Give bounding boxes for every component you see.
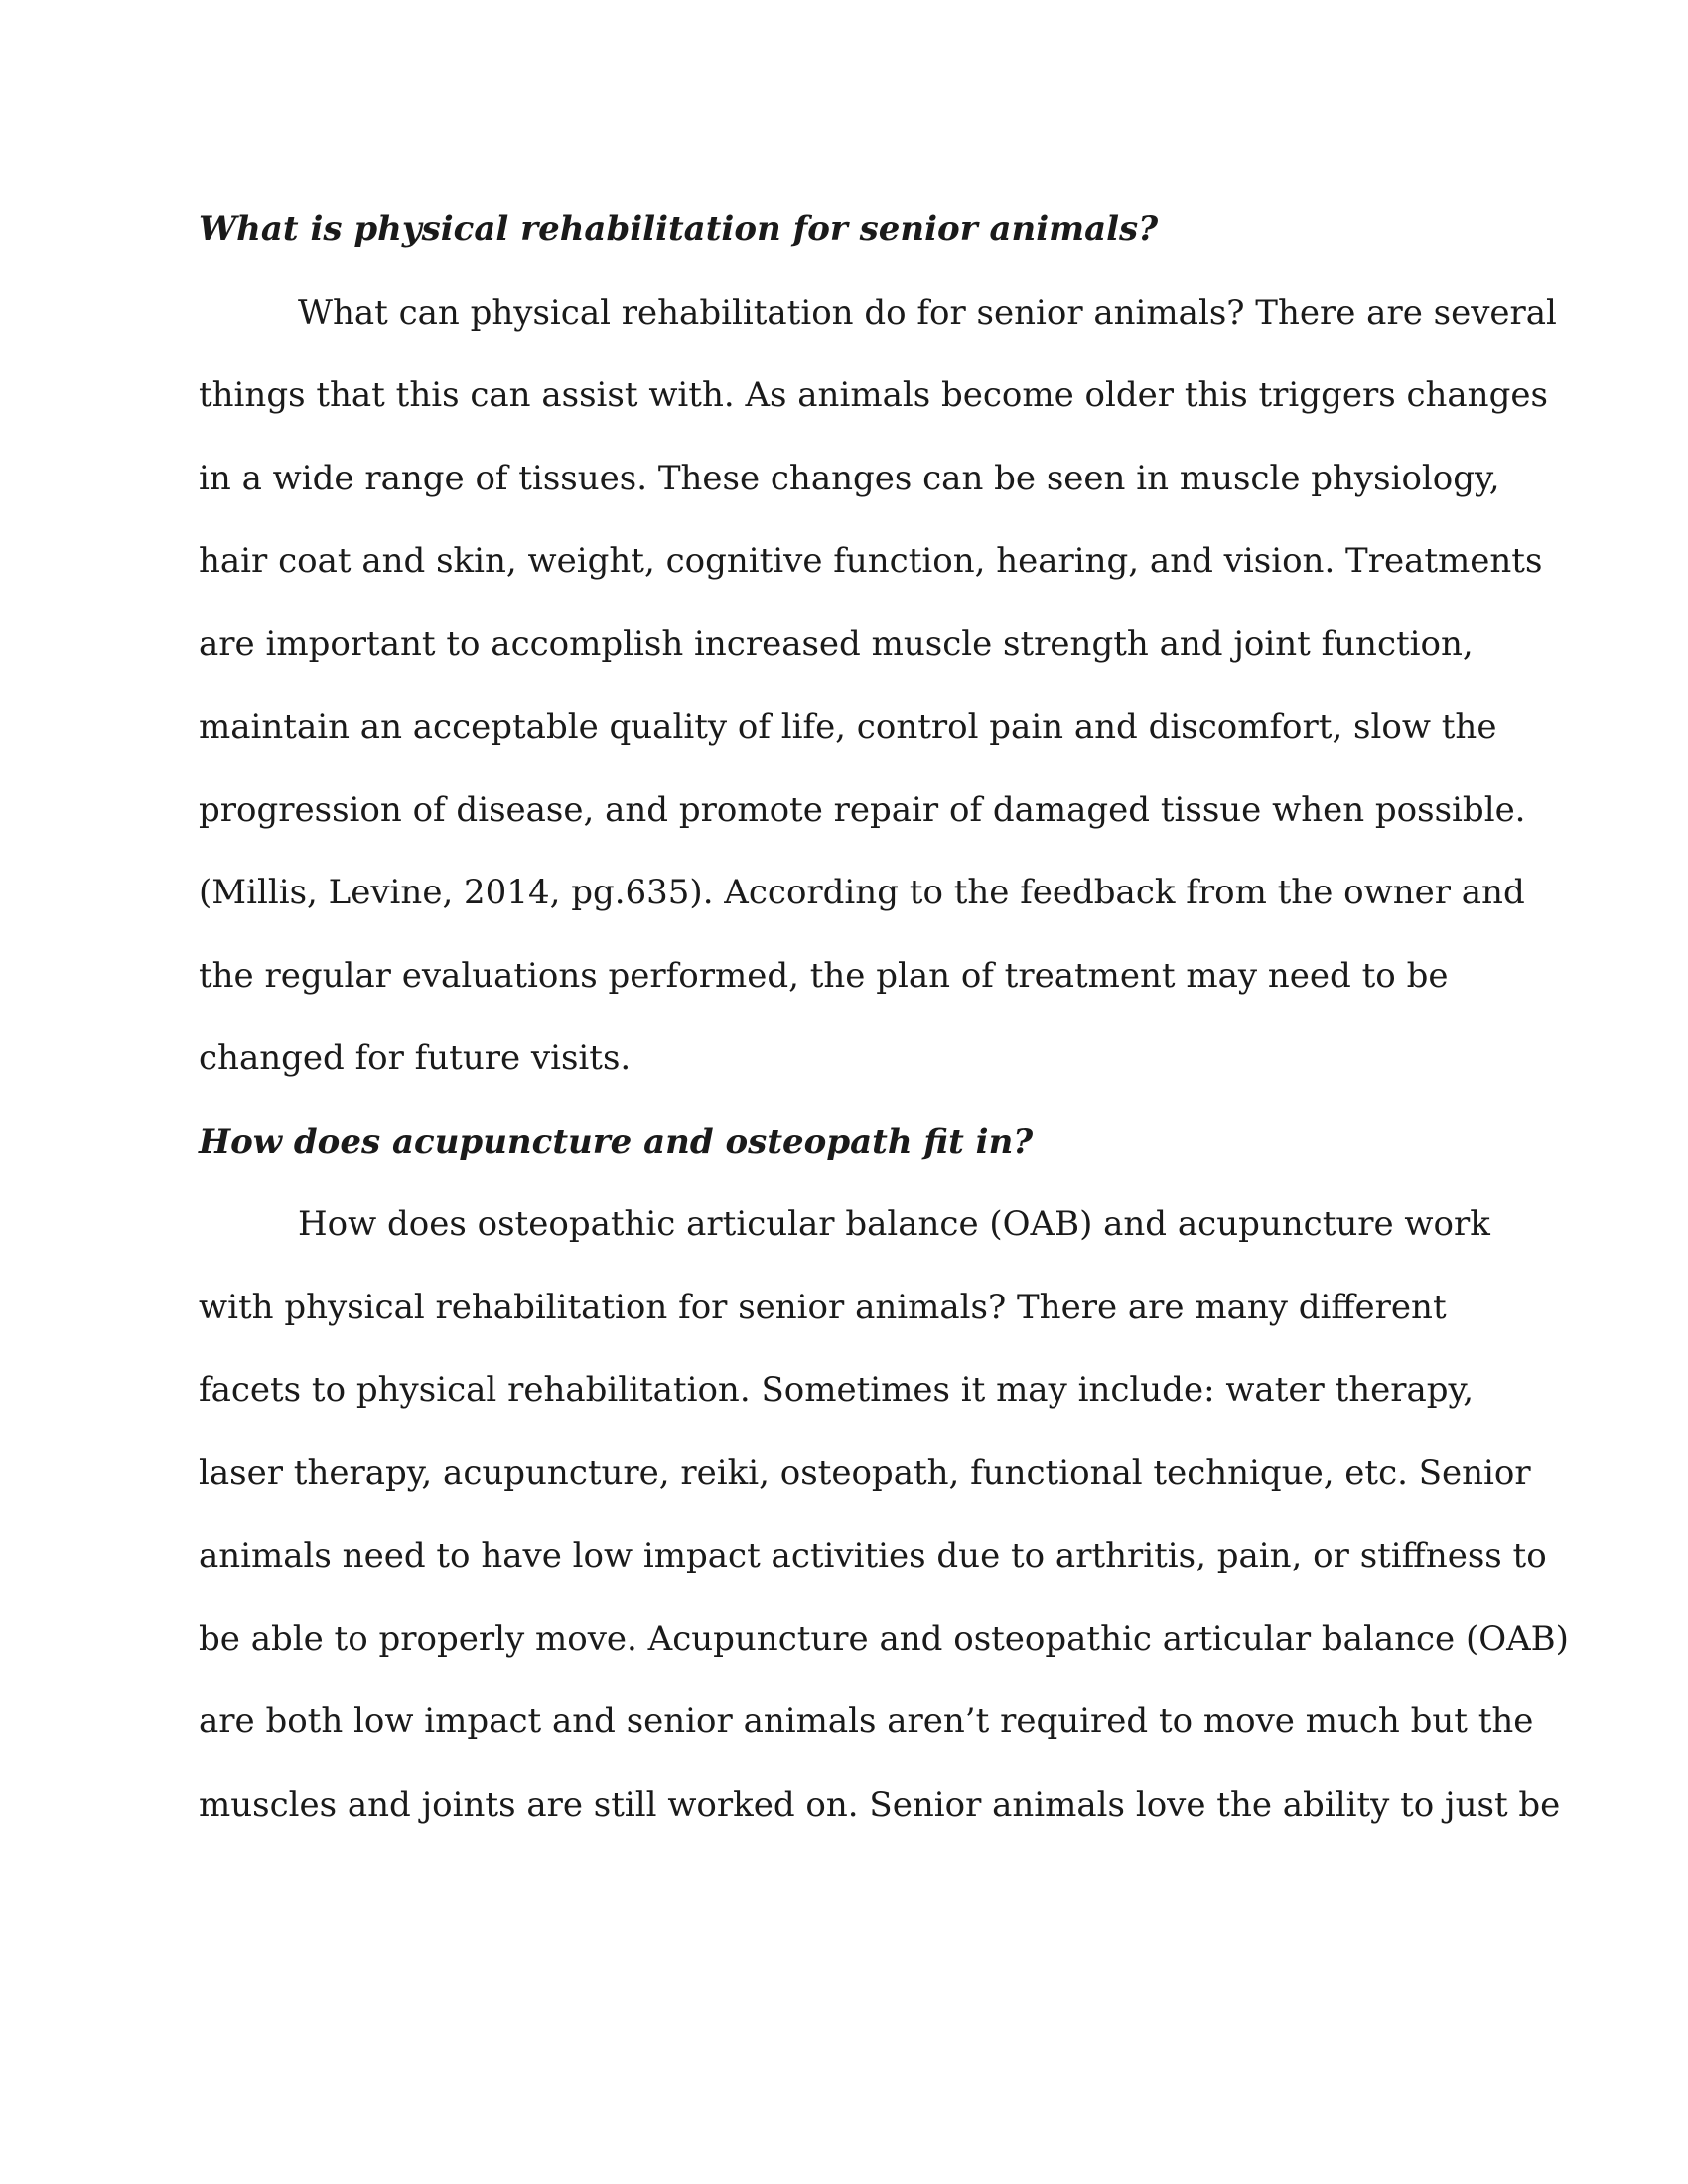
document-body [199,189,1569,1846]
paragraph-line: facets to physical rehabilitation. Sometimes it may include: water therapy, [199,1370,1475,1410]
paragraph-line: How does osteopathic articular balance (OAB) and acupuncture work [298,1204,1490,1244]
paragraph-line: in a wide range of tissues. These changes can be seen in muscle physiology, [199,458,1500,498]
paragraph-line: things that this can assist with. As animals become older this triggers changes [199,375,1548,415]
paragraph-line: muscles and joints are still worked on. Senior animals love the ability to just be [199,1784,1561,1825]
paragraph-line: progression of disease, and promote repair of damaged tissue when possible. [199,789,1526,830]
paragraph [199,272,1557,1101]
paragraph-line: animals need to have low impact activities due to arthritis, pain, or stiffness to [199,1536,1547,1575]
paragraph-line: be able to properly move. Acupuncture and osteopathic articular balance (OAB) [199,1618,1569,1659]
paragraph-line: What can physical rehabilitation do for senior animals? There are several [298,292,1557,333]
paragraph-line: the regular evaluations performed, the plan of treatment may need to be [199,955,1449,996]
paragraph-line: are both low impact and senior animals aren’t required to move much but the [199,1702,1534,1741]
paragraph-line: are important to accomplish increased muscle strength and joint function, [199,623,1474,664]
paragraph-line: (Millis, Levine, 2014, pg.635). According to the feedback from the owner and [199,873,1525,912]
paragraph-line: changed for future visits. [199,1038,632,1078]
paragraph-line: laser therapy, acupuncture, reiki, osteopath, functional technique, etc. Senior [199,1452,1531,1493]
section-heading: What is physical rehabilitation for senior animals? [199,209,1159,249]
paragraph-line: maintain an acceptable quality of life, control pain and discomfort, slow the [199,707,1497,747]
section-heading: How does acupuncture and osteopath fit in? [199,1121,1034,1161]
paragraph-line: with physical rehabilitation for senior animals? There are many different [199,1287,1447,1327]
paragraph [199,1183,1569,1846]
paragraph-line: hair coat and skin, weight, cognitive function, hearing, and vision. Treatments [199,541,1543,581]
